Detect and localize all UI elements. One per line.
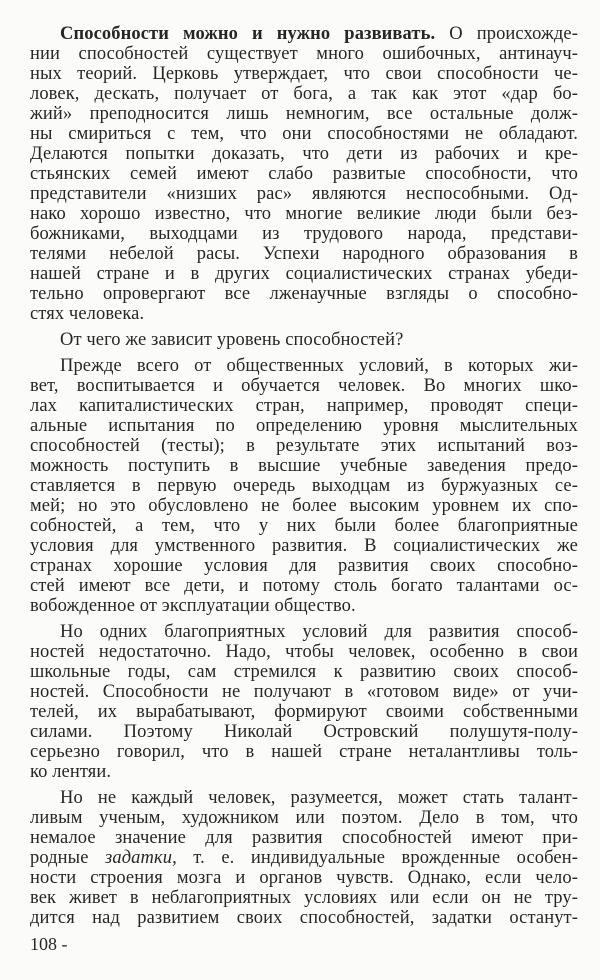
section-paragraph-heading [30, 24, 578, 324]
text-line: нии способностей существует много ошибочных, антинауч- [30, 44, 578, 64]
text-line: От чего же зависит уровень способностей? [60, 330, 404, 350]
text-line: стях человека. [30, 304, 145, 324]
text-line: школьные годы, сам стремился к развитию своих способ- [30, 662, 578, 682]
text-run: родные [30, 848, 106, 868]
text-line: немалое значение для развития способностей имеют при- [30, 828, 578, 848]
text-line: Прежде всего от общественных условий, в которых жи- [60, 356, 578, 376]
body-paragraph [30, 788, 578, 928]
text-line: телями небелой расы. Успехи народного образования в [30, 244, 578, 264]
text-line: век живет в неблагоприятных условиях или если он не тру- [30, 888, 578, 908]
text-line: лах капиталистических стран, например, проводят специ- [30, 396, 578, 416]
text-line: альные испытания по определению уровня мыслительных [30, 416, 578, 436]
text-line: ко лентяи. [30, 762, 112, 782]
text-line: Но одних благоприятных условий для развития способ- [60, 622, 578, 642]
book-page-text [30, 24, 578, 934]
body-paragraph [30, 356, 578, 616]
text-line [30, 24, 578, 44]
text-line: ставляется в первую очередь выходцам из буржуазных се- [30, 476, 578, 496]
text-line: Делаются попытки доказать, что дети из рабочих и кре- [30, 144, 578, 164]
text-line: жий» преподносится лишь немногим, все остальные долж- [30, 104, 578, 124]
question-paragraph [30, 330, 578, 350]
text-line: дится над развитием своих способностей, задатки останут- [30, 908, 578, 928]
text-line: ны смириться с тем, что они способностями не обладают. [30, 124, 578, 144]
text-line: представители «низших рас» являются неспособными. Од- [30, 184, 578, 204]
text-run: т. е. индивидуальные врожденные особен- [176, 848, 578, 868]
text-line: собностей, а тем, что у них были более благоприятные [30, 516, 578, 536]
text-line: нашей стране и в других социалистических странах убеди- [30, 264, 578, 284]
text-line: способностей (тесты); в результате этих испытаний воз- [30, 436, 578, 456]
body-paragraph [30, 622, 578, 782]
text-line: нако хорошо известно, что многие великие люди были без- [30, 204, 578, 224]
text-line: ностей. Способности не получают в «готовом виде» от учи- [30, 682, 578, 702]
text-line: телей, их вырабатывают, формируют своими собственными [30, 702, 578, 722]
text-line: Но не каждый человек, разумеется, может стать талант- [60, 788, 578, 808]
text-line: вет, воспитывается и обучается человек. Во многих шко- [30, 376, 578, 396]
text-line: ностей недостаточно. Надо, чтобы человек, особенно в свои [30, 642, 578, 662]
text-line: стей имеют все дети, и потому столь богато талантами ос- [30, 576, 578, 596]
text-line: ных теорий. Церковь утверждает, что свои способности че- [30, 64, 578, 84]
text-line: стьянских семей имеют слабо развитые способности, что [30, 164, 578, 184]
text-line: мей; но это обусловлено не более высоким уровнем их спо- [30, 496, 578, 516]
text-line: ловек, дескать, получает от бога, а так как этот «дар бо- [30, 84, 578, 104]
text-line: вобожденное от эксплуатации общество. [30, 596, 356, 616]
text-line: божниками, выходцами из трудового народа, представи- [30, 224, 578, 244]
text-line: странах хорошие условия для развития своих способно- [30, 556, 578, 576]
text-line [30, 848, 578, 868]
page-number: 108 - [30, 934, 68, 954]
bold-run-in-heading: Способности можно и нужно развивать. [60, 24, 436, 44]
text-line: условия для умственного развития. В социалистических же [30, 536, 578, 556]
text-line: можность поступить в высшие учебные заведения предо- [30, 456, 578, 476]
text-line: ливым ученым, художником или поэтом. Дело в том, что [30, 808, 578, 828]
text-line: тельно опровергают все лженаучные взгляды о способно- [30, 284, 578, 304]
text-line: серьезно говорил, что в нашей стране неталантливы толь- [30, 742, 578, 762]
italic-term: задатки, [105, 848, 177, 868]
text-line: силами. Поэтому Николай Островский полушутя-полу- [30, 722, 578, 742]
text-run: О происхожде- [435, 24, 578, 44]
text-line: ности строения мозга и органов чувств. Однако, если чело- [30, 868, 578, 888]
